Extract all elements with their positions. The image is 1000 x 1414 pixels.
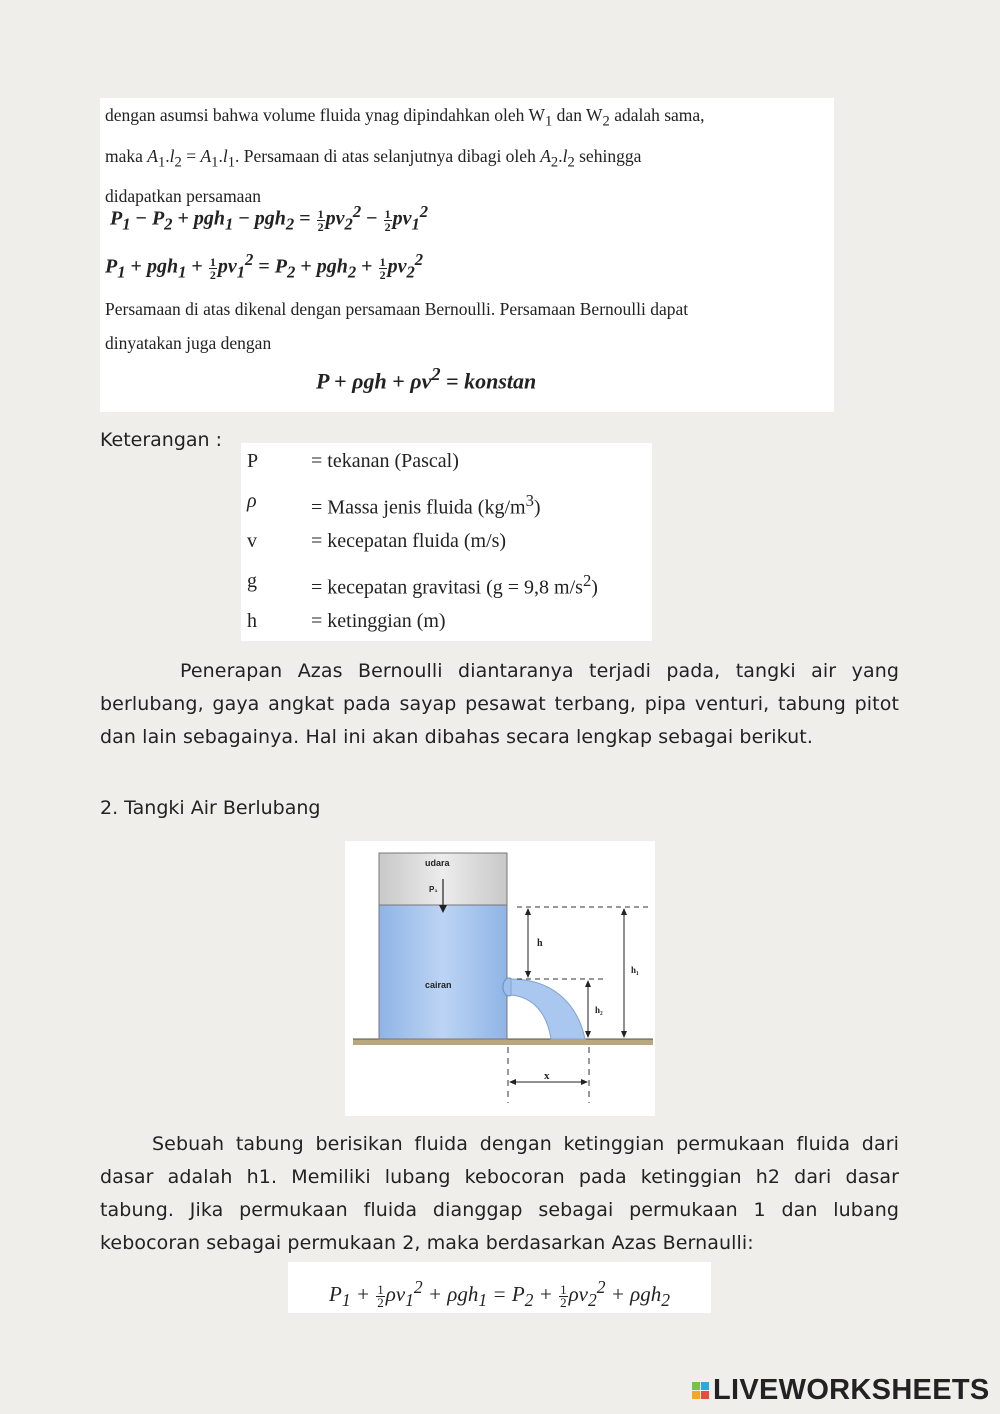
tank-water xyxy=(379,905,507,1039)
tank-bernoulli-formula: $P_1$ + $\frac{1}{2}$ $\rho v_1^2 + \rho gh_1 = P_2$ + $\frac{1}{2}$ $\rho v_2^2 + \rho gh_2$ xyxy=(288,1262,711,1313)
excerpt-paragraph-1: dengan asumsi bahwa volume fluida ynag dipindahkan oleh $W_1$ dan $W_2$ adalah sama, maka $A_1.l_2 = A_1.l_1$. Persamaan di atas selanjutnya dibagi oleh $A_2.l_2$ sehingga didapatkan persamaan xyxy=(105,105,705,206)
water-stream xyxy=(511,979,585,1039)
label-h: h xyxy=(537,938,543,949)
label-cairan: cairan xyxy=(425,980,452,990)
label-h2: h₂ xyxy=(595,1005,603,1015)
equation-difference: $P_1 - P_2 + pgh_1 - pgh_2$ = $\frac{1}{2}$ $pv_2^2$ − $\frac{1}{2}$ $pv_1^2$ xyxy=(110,202,429,234)
logo-square xyxy=(701,1391,709,1399)
equation-bernoulli-full: $P_1 + pgh_1$ + $\frac{1}{2}$ $pv_1^2 = P_2 + pgh_2$ + $\frac{1}{2}$ $pv_2^2$ xyxy=(105,250,424,282)
liveworksheets-logo-icon xyxy=(692,1382,709,1399)
intro-paragraph: Penerapan Azas Bernoulli diantaranya terjadi pada, tangki air yang berlubang, gaya angkat pada sayap pesawat terbang, pipa venturi, tabung pitot dan lain sebagainya. Hal ini akan dibahas secara lengkap sebagai berikut. xyxy=(100,660,899,748)
equation-bernoulli-constant: $P + \rho gh + \rho v^2$ = konstan xyxy=(316,364,537,394)
label-udara: udara xyxy=(425,858,450,868)
brand-name: LIVEWORKSHEETS xyxy=(713,1373,990,1406)
explanation-paragraph: Sebuah tabung berisikan fluida dengan ketinggian permukaan fluida dari dasar adalah h1. Memiliki lubang kebocoran pada ketinggian h2 dari dasar tabung. Jika permukaan fluida dianggap sebagai permukaan 1 dan lubang kebocoran sebagai permukaan 2, maka berdasarkan Azas Bernaulli: xyxy=(100,1133,899,1254)
logo-square xyxy=(692,1382,700,1390)
leaking-tank-figure xyxy=(345,841,655,1116)
ground xyxy=(353,1039,653,1045)
variable-legend: P = tekanan (Pascal) ρ = Massa jenis fluida $(kg/m^3)$ v = kecepatan fluida (m/s) g = kecepatan gravitasi (g = 9,8 $m/s^2$) h = ketinggian (m) xyxy=(241,443,652,641)
logo-square xyxy=(692,1391,700,1399)
label-x: x xyxy=(544,1070,550,1082)
logo-square xyxy=(701,1382,709,1390)
liveworksheets-logo xyxy=(692,1370,990,1410)
textbook-excerpt xyxy=(100,98,834,412)
keterangan-label: Keterangan : xyxy=(100,429,223,451)
label-p1: P₁ xyxy=(429,885,438,894)
section-heading: 2. Tangki Air Berlubang xyxy=(100,797,321,819)
excerpt-paragraph-2: Persamaan di atas dikenal dengan persamaan Bernoulli. Persamaan Bernoulli dapat dinyatakan juga dengan xyxy=(105,299,689,353)
tank-diagram xyxy=(345,841,655,1116)
label-h1: h₁ xyxy=(631,965,639,975)
